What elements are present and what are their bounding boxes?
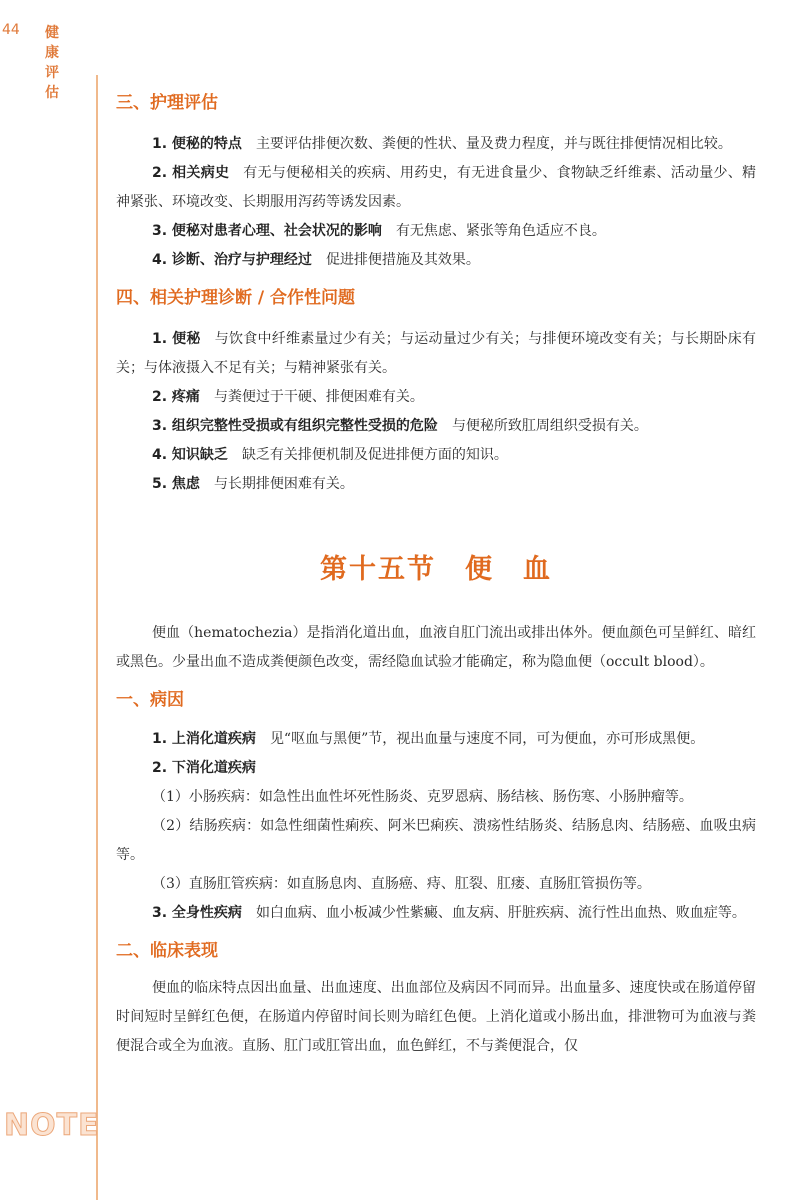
item-text: 如白血病、血小板减少性紫癜、血友病、肝脏疾病、流行性出血热、败血症等。 (255, 905, 746, 921)
paragraph: 便血的临床特点因出血量、出血速度、出血部位及病因不同而异。出血量多、速度快或在肠道停留时间短时呈鲜红色便，在肠道内停留时间长则为暗红色便。上消化道或小肠出血，排泄物可为血液与粪便混合或全为血液。直肠、肛门或肛管出血，血色鲜红，不与粪便混合，仅 (116, 980, 756, 1054)
margin-rule (96, 75, 98, 1200)
item-label: 2. 下消化道疾病 (152, 760, 256, 776)
item-text: 有无焦虑、紧张等角色适应不良。 (395, 223, 606, 239)
page-body (116, 88, 756, 1061)
section-title-nursing-assessment: 三、护理评估 (116, 93, 218, 113)
section-title-nursing-diagnosis: 四、相关护理诊断 / 合作性问题 (116, 288, 356, 308)
paragraph (116, 217, 756, 246)
paragraph (116, 383, 756, 412)
item-text: 见“呕血与黑便”节，视出血量与速度不同，可为便血，亦可形成黑便。 (269, 731, 705, 747)
item-text: 与粪便过于干硬、排便困难有关。 (213, 389, 424, 405)
item-text: 与长期排便困难有关。 (213, 476, 354, 492)
item-label: 1. 便秘 (152, 331, 201, 347)
item-label: 2. 疼痛 (152, 389, 200, 405)
chapter-title: 第十五节 便 血 (320, 554, 552, 585)
intro-paragraph: 便血（hematochezia）是指消化道出血，血液自肛门流出或排出体外。便血颜色可呈鲜红、暗红或黑色。少量出血不造成粪便颜色改变，需经隐血试验才能确定，称为隐血便（occult blood）。 (116, 625, 756, 670)
item-text: 与饮食中纤维素量过少有关；与运动量过少有关；与排便环境改变有关；与长期卧床有关；与体液摄入不足有关；与精神紧张有关。 (116, 331, 757, 376)
item-label: 1. 上消化道疾病 (152, 731, 256, 747)
paragraph (116, 412, 756, 441)
item-label: 4. 知识缺乏 (152, 447, 228, 463)
section-title-clinical-features: 二、临床表现 (116, 941, 218, 961)
note-margin-mark: NOTE (4, 1108, 100, 1143)
paragraph (116, 725, 756, 754)
item-text: 与便秘所致肛周组织受损有关。 (451, 418, 648, 434)
running-title: 健康评估 (45, 25, 59, 101)
page-number: 44 (2, 22, 20, 38)
paragraph (116, 754, 756, 783)
paragraph (116, 441, 756, 470)
sub-item: （3）直肠肛管疾病：如直肠息肉、直肠癌、痔、肛裂、肛瘘、直肠肛管损伤等。 (152, 876, 651, 892)
item-label: 2. 相关病史 (152, 165, 230, 181)
item-label: 1. 便秘的特点 (152, 136, 242, 152)
paragraph (116, 130, 756, 159)
item-label: 3. 便秘对患者心理、社会状况的影响 (152, 223, 382, 239)
section-title-etiology: 一、病因 (116, 690, 184, 710)
item-text: 缺乏有关排便机制及促进排便方面的知识。 (241, 447, 508, 463)
item-text: 促进排便措施及其效果。 (325, 252, 480, 268)
item-text: 有无与便秘相关的疾病、用药史，有无进食量少、食物缺乏纤维素、活动量少、精神紧张、环境改变、长期服用泻药等诱发因素。 (116, 165, 757, 210)
item-label: 3. 全身性疾病 (152, 905, 242, 921)
item-label: 3. 组织完整性受损或有组织完整性受损的危险 (152, 418, 438, 434)
item-label: 4. 诊断、治疗与护理经过 (152, 252, 312, 268)
item-text: 主要评估排便次数、粪便的性状、量及费力程度，并与既往排便情况相比较。 (255, 136, 732, 152)
sub-item: （2）结肠疾病：如急性细菌性痢疾、阿米巴痢疾、溃疡性结肠炎、结肠息肉、结肠癌、血吸虫病等。 (116, 818, 756, 863)
paragraph (116, 325, 756, 383)
paragraph (116, 470, 756, 499)
paragraph (116, 899, 756, 928)
item-label: 5. 焦虑 (152, 476, 200, 492)
sub-item: （1）小肠疾病：如急性出血性坏死性肠炎、克罗恩病、肠结核、肠伤寒、小肠肿瘤等。 (152, 789, 693, 805)
paragraph (116, 159, 756, 217)
paragraph (116, 246, 756, 275)
